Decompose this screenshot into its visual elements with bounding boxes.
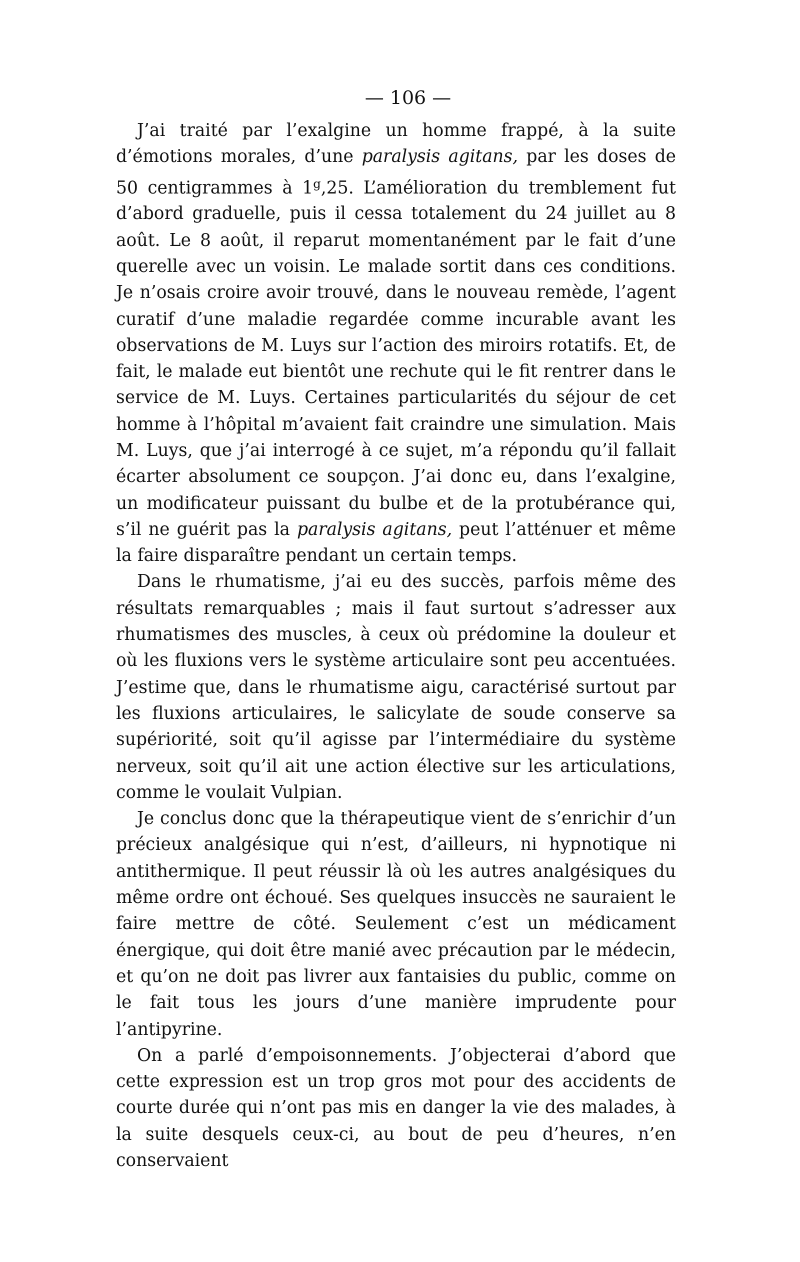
paragraph-text: par les doses de 50 centigrammes à 1 (116, 147, 676, 199)
italic-term: paralysis agitans, (296, 519, 453, 540)
unit-superscript: g (313, 176, 321, 191)
paragraph-text: peut l’atténuer et même la faire disparaître pendant un certain temps. (116, 519, 676, 567)
paragraph-rhumatisme: Dans le rhumatisme, j’ai eu des succès, parfois même des résultats remarquables ; mais il faut surtout s’adresser aux rhumatismes des muscles, à ceux où prédomine la douleur et où les fluxions vers le système articulaire sont peu accentuées. J’estime que, dans le rhumatisme aigu, caractérisé surtout par les fluxions articulaires, le salicylate de soude conserve sa supériorité, soit qu’il agisse par l’intermédiaire du système nerveux, soit qu’il ait une action élective sur les articulations, comme le voulait Vulpian. (116, 572, 676, 803)
italic-term: paralysis agitans, (361, 147, 519, 168)
book-page (116, 84, 676, 1174)
paragraph-empoisonnements: On a parlé d’empoisonnements. J’objecterai d’abord que cette expression est un trop gros mot pour des accidents de courte durée qui n’ont pas mis en danger la vie des malades, à la suite desquels ceux-ci, au bout de peu d’heures, n’en conservaient (116, 1045, 676, 1172)
paragraph-conclusion: Je conclus donc que la thérapeutique vient de s’enrichir d’un précieux analgésique qui n’est, d’ailleurs, ni hypnotique ni antithermique. Il peut réussir là où les autres analgésiques du même ordre ont échoué. Ses quelques insuccès ne sauraient le faire mettre de côté. Seulement c’est un médicament énergique, qui doit être manié avec précaution par le médecin, et qu’on ne doit pas livrer aux fantaisies du public, comme on le fait tous les jours d’une manière imprudente pour l’antipyrine. (116, 809, 676, 1040)
paragraph-text: ,25. L’amélioration du tremblement fut d’abord graduelle, puis il cessa totalement du 24 juillet au 8 août. Le 8 août, il reparut momentanément par le fait d’une querelle avec un voisin. Le malade sortit dans ces conditions. Je n’osais croire avoir trouvé, dans le nouveau remède, l’agent curatif d’une maladie regardée comme incurable avant les observations de M. Luys sur l’action des miroirs rotatifs. Et, de fait, le malade eut bientôt une rechute qui le fit rentrer dans le service de M. Luys. Certaines particularités du séjour de cet homme à l’hôpital m’avaient fait craindre une simulation. Mais M. Luys, que j’ai interrogé à ce sujet, m’a répondu qu’il fallait écarter absolument ce soupçon. J’ai donc eu, dans l’exalgine, un modificateur puissant du bulbe et de la protubérance qui, s’il ne guérit pas la (116, 178, 676, 540)
paragraph-exalgine-paralysis (116, 118, 676, 569)
paragraph-text: J’ai traité par l’exalgine un homme frappé, à la suite d’émotions morales, d’une (116, 121, 676, 168)
page-number: — 106 — (364, 87, 452, 109)
